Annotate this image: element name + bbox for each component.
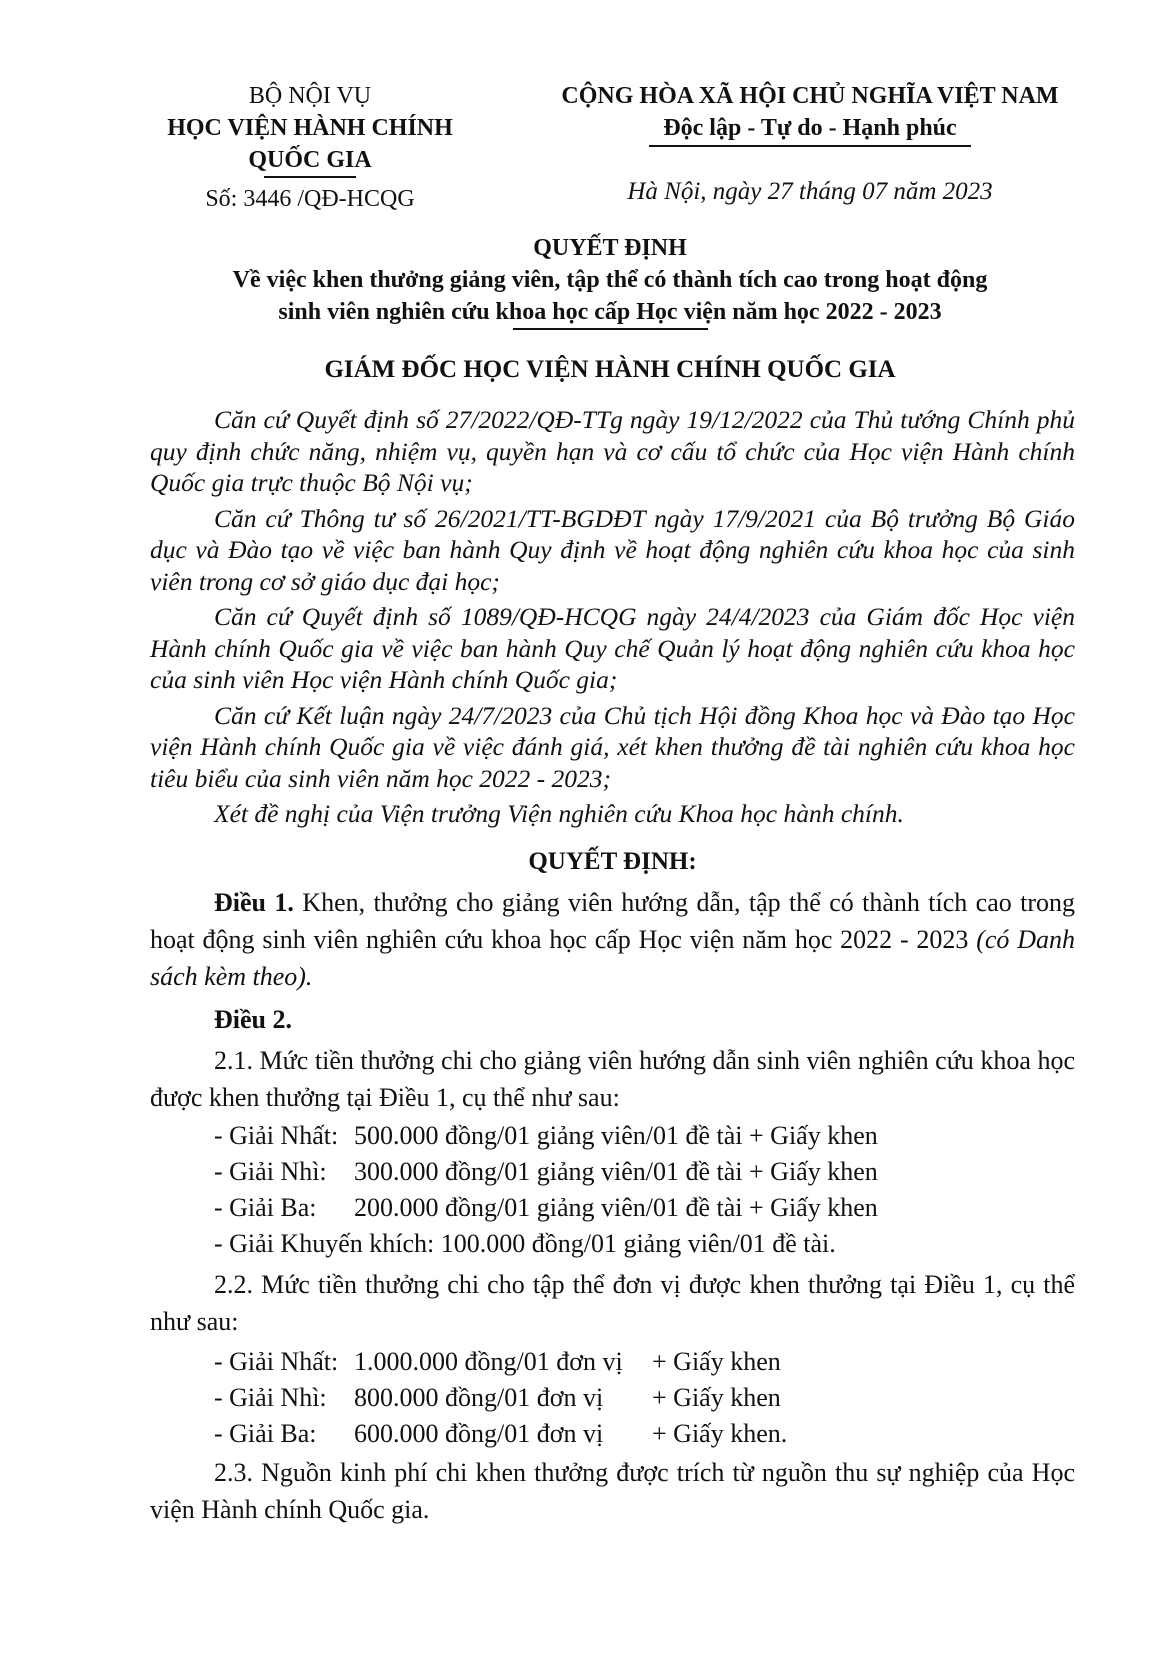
award-amount: 800.000 đồng/01 đơn vị: [354, 1382, 604, 1412]
document-body: [150, 404, 1075, 1528]
basis-item: Căn cứ Thông tư số 26/2021/TT-BGDĐT ngày 17/9/2021 của Bộ trưởng Bộ Giáo dục và Đào tạo về việc ban hành Quy định về hoạt động nghiên cứu khoa học của sinh viên trong cơ sở giáo dục đại học;: [150, 503, 1075, 596]
award-amount: 600.000 đồng/01 đơn vị: [354, 1418, 604, 1448]
award-amount: 300.000 đồng/01 giảng viên/01 đề tài + Giấy khen: [354, 1156, 878, 1186]
decision-subject-line1: Về việc khen thưởng giảng viên, tập thể có thành tích cao trong hoạt động: [232, 267, 988, 293]
place-date: Hà Nội, ngày 27 tháng 07 năm 2023: [627, 178, 993, 205]
basis-item: Xét đề nghị của Viện trưởng Viện nghiên cứu Khoa học hành chính.: [214, 799, 904, 828]
motto-underline: [649, 145, 971, 147]
lecturer-award-row: [150, 1154, 1075, 1190]
legal-basis-list: [150, 404, 1075, 830]
unit-award-row: [150, 1416, 1075, 1452]
lecturer-award-row: [150, 1118, 1075, 1154]
article-2-3: 2.3. Nguồn kinh phí chi khen thưởng được trích từ nguồn thu sự nghiệp của Học viện Hành chính Quốc gia.: [150, 1457, 1075, 1524]
award-extra: + Giấy khen.: [652, 1418, 788, 1448]
article-2-2: 2.2. Mức tiền thưởng chi cho tập thể đơn vị được khen thưởng tại Điều 1, cụ thể như sau:: [150, 1269, 1075, 1336]
article-2-label: Điều 2.: [214, 1004, 292, 1034]
award-rank: - Giải Ba:: [214, 1418, 317, 1448]
academy-name-line1: HỌC VIỆN HÀNH CHÍNH: [167, 115, 453, 141]
article-1-text: Khen, thưởng cho giảng viên hướng dẫn, tập thể có thành tích cao trong hoạt động sinh viên nghiên cứu khoa học cấp Học viện năm học 2022 - 2023: [150, 887, 1076, 954]
ministry-name: BỘ NỘI VỤ: [248, 83, 372, 109]
title-underline: [513, 328, 708, 330]
academy-name-line2: QUỐC GIA: [248, 147, 372, 173]
document-number: Số: 3446 /QĐ-HCQG: [205, 186, 415, 212]
article-1-note: (có Danh sách kèm theo).: [150, 924, 1075, 991]
award-rank: - Giải Ba:: [214, 1192, 317, 1222]
award-rank: - Giải Nhất:: [214, 1120, 339, 1150]
basis-item: Căn cứ Quyết định số 1089/QĐ-HCQG ngày 24/4/2023 của Giám đốc Học viện Hành chính Quốc gia về việc ban hành Quy chế Quản lý hoạt động nghiên cứu khoa học của sinh viên Học viện Hành chính Quốc gia;: [150, 602, 1075, 694]
decision-heading-2: QUYẾT ĐỊNH:: [528, 847, 697, 875]
award-rank: - Giải Nhì:: [214, 1382, 327, 1412]
award-extra: + Giấy khen: [652, 1382, 781, 1412]
decision-subject-line2: sinh viên nghiên cứu khoa học cấp Học viện năm học 2022 - 2023: [278, 299, 942, 325]
unit-award-row: [150, 1380, 1075, 1416]
award-rank: - Giải Nhì:: [214, 1156, 327, 1186]
article-2-1: 2.1. Mức tiền thưởng chi cho giảng viên hướng dẫn sinh viên nghiên cứu khoa học được khen thưởng tại Điều 1, cụ thể như sau:: [150, 1045, 1075, 1112]
decision-heading: QUYẾT ĐỊNH: [533, 235, 687, 261]
award-amount: 500.000 đồng/01 giảng viên/01 đề tài + Giấy khen: [354, 1120, 878, 1150]
encouragement-award-row: - Giải Khuyến khích: 100.000 đồng/01 giảng viên/01 đề tài.: [214, 1228, 836, 1258]
basis-item: Căn cứ Kết luận ngày 24/7/2023 của Chủ tịch Hội đồng Khoa học và Đào tạo Học viện Hành chính Quốc gia về việc đánh giá, xét khen thưởng đề tài nghiên cứu khoa học tiêu biểu của sinh viên năm học 2022 - 2023;: [150, 700, 1075, 793]
agency-underline: [264, 176, 356, 178]
lecturer-award-row: [150, 1190, 1075, 1226]
issuing-agency-block: [140, 80, 480, 178]
award-extra: + Giấy khen: [652, 1346, 781, 1376]
national-title-block: [530, 80, 1090, 147]
article-1-label: Điều 1.: [214, 887, 294, 917]
article-1: [150, 884, 1075, 995]
award-rank: - Giải Nhất:: [214, 1346, 339, 1376]
issuer-title: GIÁM ĐỐC HỌC VIỆN HÀNH CHÍNH QUỐC GIA: [324, 356, 896, 383]
basis-item: Căn cứ Quyết định số 27/2022/QĐ-TTg ngày 19/12/2022 của Thủ tướng Chính phủ quy định chức năng, nhiệm vụ, quyền hạn và cơ cấu tổ chức của Học viện Hành chính Quốc gia trực thuộc Bộ Nội vụ;: [150, 405, 1075, 497]
decision-title-block: [140, 232, 1080, 330]
unit-award-row: [150, 1344, 1075, 1380]
articles: [150, 884, 1075, 1528]
republic-title: CỘNG HÒA XÃ HỘI CHỦ NGHĨA VIỆT NAM: [561, 83, 1059, 109]
award-amount: 200.000 đồng/01 giảng viên/01 đề tài + Giấy khen: [354, 1192, 878, 1222]
national-motto: Độc lập - Tự do - Hạnh phúc: [663, 115, 957, 141]
award-amount: 1.000.000 đồng/01 đơn vị: [354, 1346, 623, 1376]
